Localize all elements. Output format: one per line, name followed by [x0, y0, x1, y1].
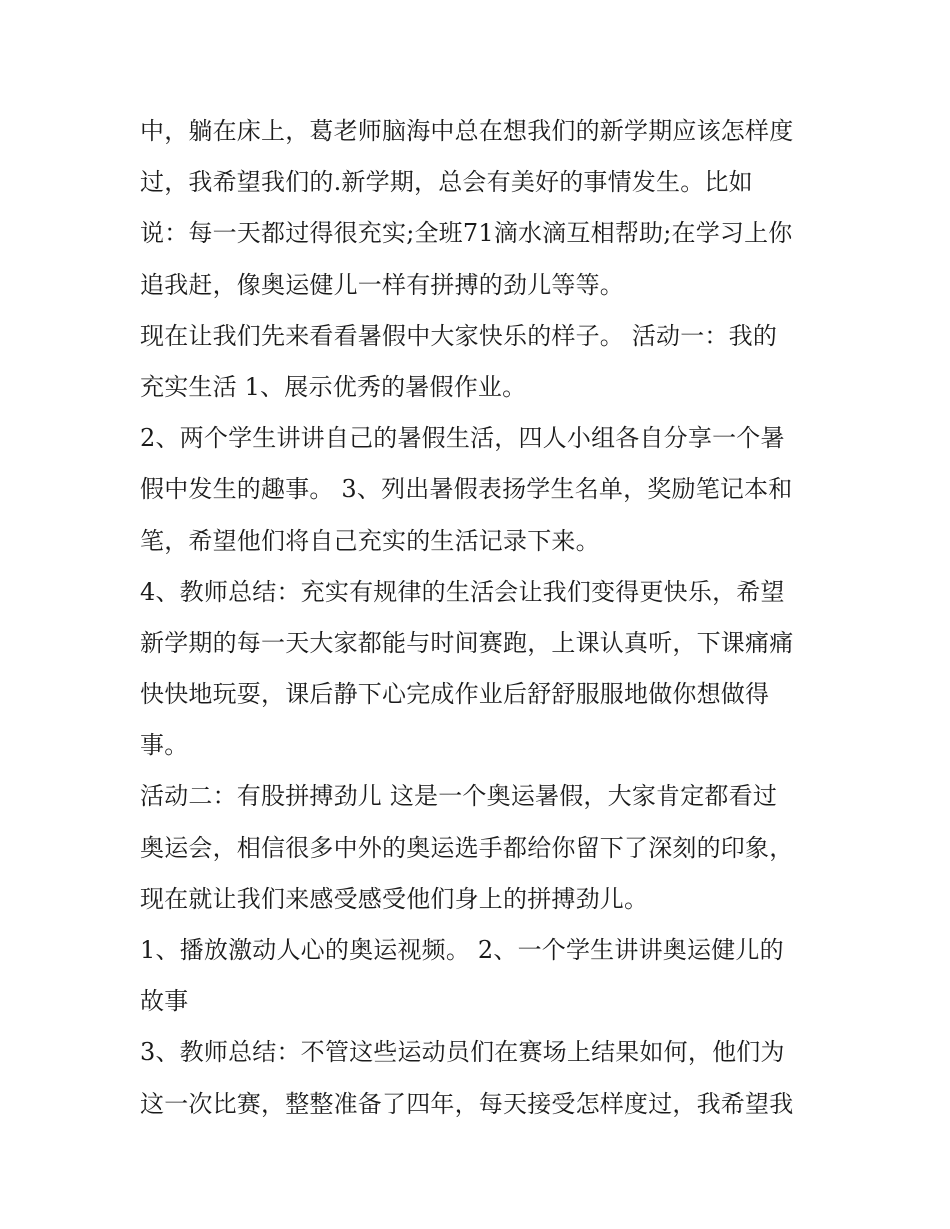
text-line: 新学期的每一天大家都能与时间赛跑，上课认真听，下课痛痛: [140, 628, 794, 657]
body-text: [140, 106, 820, 1130]
text-line: 故事: [140, 987, 189, 1016]
text-line: 这一次比赛，整整准备了四年，每天接受怎样度过，我希望我: [140, 1089, 794, 1118]
text-line: 3、教师总结：不管这些运动员们在赛场上结果如何，他们为: [140, 1038, 785, 1067]
text-line: 笔，希望他们将自己充实的生活记录下来。: [140, 526, 600, 555]
text-line: 说：每一天都过得很充实;全班71滴水滴互相帮助;在学习上你: [140, 219, 793, 248]
text-line: 2、两个学生讲讲自己的暑假生活，四人小组各自分享一个暑: [140, 424, 785, 453]
text-line: 奥运会，相信很多中外的奥运选手都给你留下了深刻的印象，: [140, 833, 794, 862]
text-line: 追我赶，像奥运健儿一样有拼搏的劲儿等等。: [140, 270, 624, 299]
text-line: 过，我希望我们的.新学期，总会有美好的事情发生。比如: [140, 168, 753, 197]
text-line: 4、教师总结：充实有规律的生活会让我们变得更快乐，希望: [140, 577, 785, 606]
text-line: 中，躺在床上，葛老师脑海中总在想我们的新学期应该怎样度: [140, 117, 794, 145]
text-line: 充实生活 1、展示优秀的暑假作业。: [140, 372, 527, 401]
text-line: 1、播放激动人心的奥运视频。 2、一个学生讲讲奥运健儿的: [140, 936, 784, 964]
text-line: 活动二：有股拼搏劲儿 这是一个奥运暑假，大家肯定都看过: [140, 782, 778, 811]
text-line: 现在就让我们来感受感受他们身上的拼搏劲儿。: [140, 884, 649, 913]
text-line: 假中发生的趣事。 3、列出暑假表扬学生名单，奖励笔记本和: [140, 475, 793, 504]
text-line: 现在让我们先来看看暑假中大家快乐的样子。 活动一：我的: [140, 321, 778, 350]
text-line: 事。: [140, 731, 189, 760]
text-line: 快快地玩耍，课后静下心完成作业后舒舒服服地做你想做得: [140, 680, 770, 709]
